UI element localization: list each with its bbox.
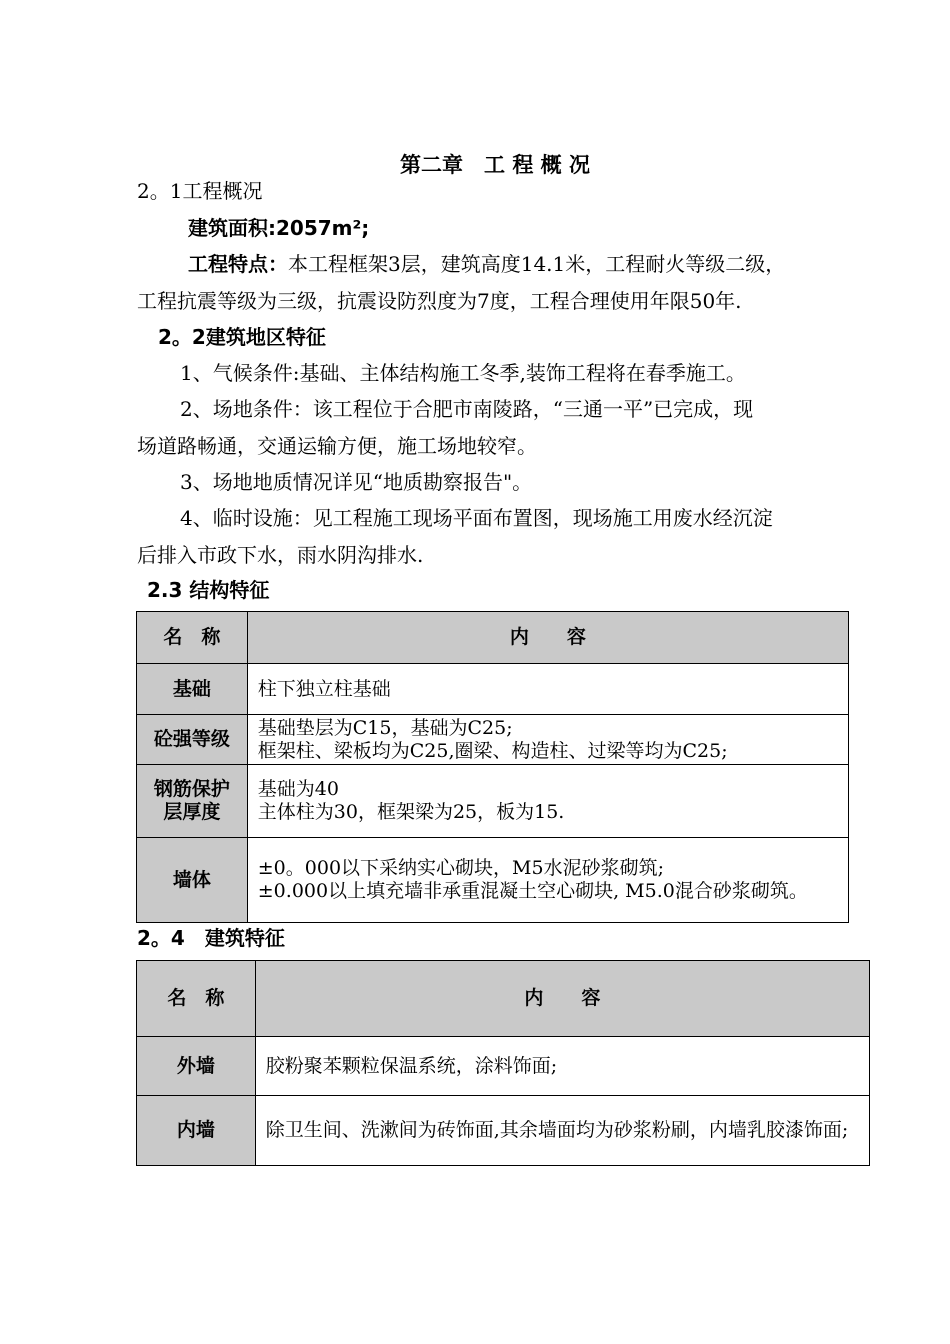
content-line: 主体柱为30，框架梁为25，板为15.	[257, 801, 565, 823]
section-2-1-heading: 2。1工程概况	[137, 179, 263, 203]
table-row	[137, 765, 849, 838]
building-area-label: 建筑面积:	[188, 216, 276, 240]
row-content	[247, 838, 848, 923]
paragraph-site-line1: 2、场地条件：该工程位于合肥市南陵路，“三通一平”已完成，现	[180, 397, 754, 421]
table-row	[137, 664, 849, 715]
project-features-line1	[188, 251, 785, 277]
paragraph-climate: 1、气候条件:基础、主体结构施工冬季,装饰工程将在春季施工。	[180, 361, 746, 385]
table-row	[137, 1037, 870, 1096]
section-2-4-heading: 2。4 建筑特征	[137, 926, 285, 950]
row-label: 内墙	[137, 1096, 256, 1166]
row-content	[247, 664, 848, 715]
table-row	[137, 1096, 870, 1166]
row-label-line: 层厚度	[163, 801, 221, 823]
table-header-row	[137, 961, 870, 1037]
row-label: 墙体	[137, 838, 248, 923]
section-2-3-heading: 2.3 结构特征	[147, 578, 270, 602]
project-features-label: 工程特点：	[188, 252, 288, 276]
header-name-cell: 名 称	[137, 612, 248, 664]
content-line: 基础为40	[257, 778, 339, 800]
row-label: 基础	[137, 664, 248, 715]
row-content	[255, 1037, 869, 1096]
content-line: ±0。000以下采纳实心砌块，M5水泥砂浆砌筑;	[257, 857, 664, 879]
paragraph-temporary-line2: 后排入市政下水，雨水阴沟排水.	[137, 543, 424, 567]
section-2-2-heading: 2。2建筑地区特征	[158, 325, 326, 349]
content-line: 基础垫层为C15，基础为C25;	[257, 716, 513, 739]
row-label	[137, 765, 248, 838]
row-content	[247, 765, 848, 838]
building-area-line	[188, 215, 369, 241]
content-line: 除卫生间、洗漱间为砖饰面,其余墙面均为砂浆粉刷，内墙乳胶漆饰面;	[265, 1119, 849, 1141]
row-label-line: 钢筋保护	[153, 778, 230, 800]
content-line: 框架柱、梁板均为C25,圈梁、构造柱、过梁等均为C25;	[257, 739, 728, 762]
content-line: 胶粉聚苯颗粒保温系统，涂料饰面;	[265, 1054, 558, 1077]
project-features-text2: 工程抗震等级为三级，抗震设防烈度为7度，工程合理使用年限50年.	[137, 289, 742, 313]
header-name-cell: 名 称	[137, 961, 256, 1037]
row-label: 砼强等级	[137, 715, 248, 765]
row-content	[247, 715, 848, 765]
chapter-title: 第二章 工 程 概 况	[400, 153, 590, 177]
structure-features-table	[136, 611, 849, 923]
table-row	[137, 838, 849, 923]
paragraph-temporary-line1: 4、临时设施：见工程施工现场平面布置图，现场施工用废水经沉淀	[180, 506, 773, 530]
table-header-row	[137, 612, 849, 664]
header-content-cell: 内 容	[255, 961, 869, 1037]
table-row	[137, 715, 849, 765]
header-content-cell: 内 容	[247, 612, 848, 664]
building-area-value: 2057m²;	[276, 216, 370, 240]
paragraph-geology: 3、场地地质情况详见“地质勘察报告"。	[180, 470, 533, 494]
project-features-text1: 本工程框架3层，建筑高度14.1米，工程耐火等级二级，	[288, 252, 786, 276]
paragraph-site-line2: 场道路畅通，交通运输方便，施工场地较窄。	[137, 434, 537, 458]
architecture-features-table	[136, 960, 870, 1166]
content-line: ±0.000以上填充墙非承重混凝土空心砌块, M5.0混合砂浆砌筑。	[257, 880, 808, 902]
content-line: 柱下独立柱基础	[257, 677, 391, 700]
row-content	[255, 1096, 869, 1166]
row-label: 外墙	[137, 1037, 256, 1096]
